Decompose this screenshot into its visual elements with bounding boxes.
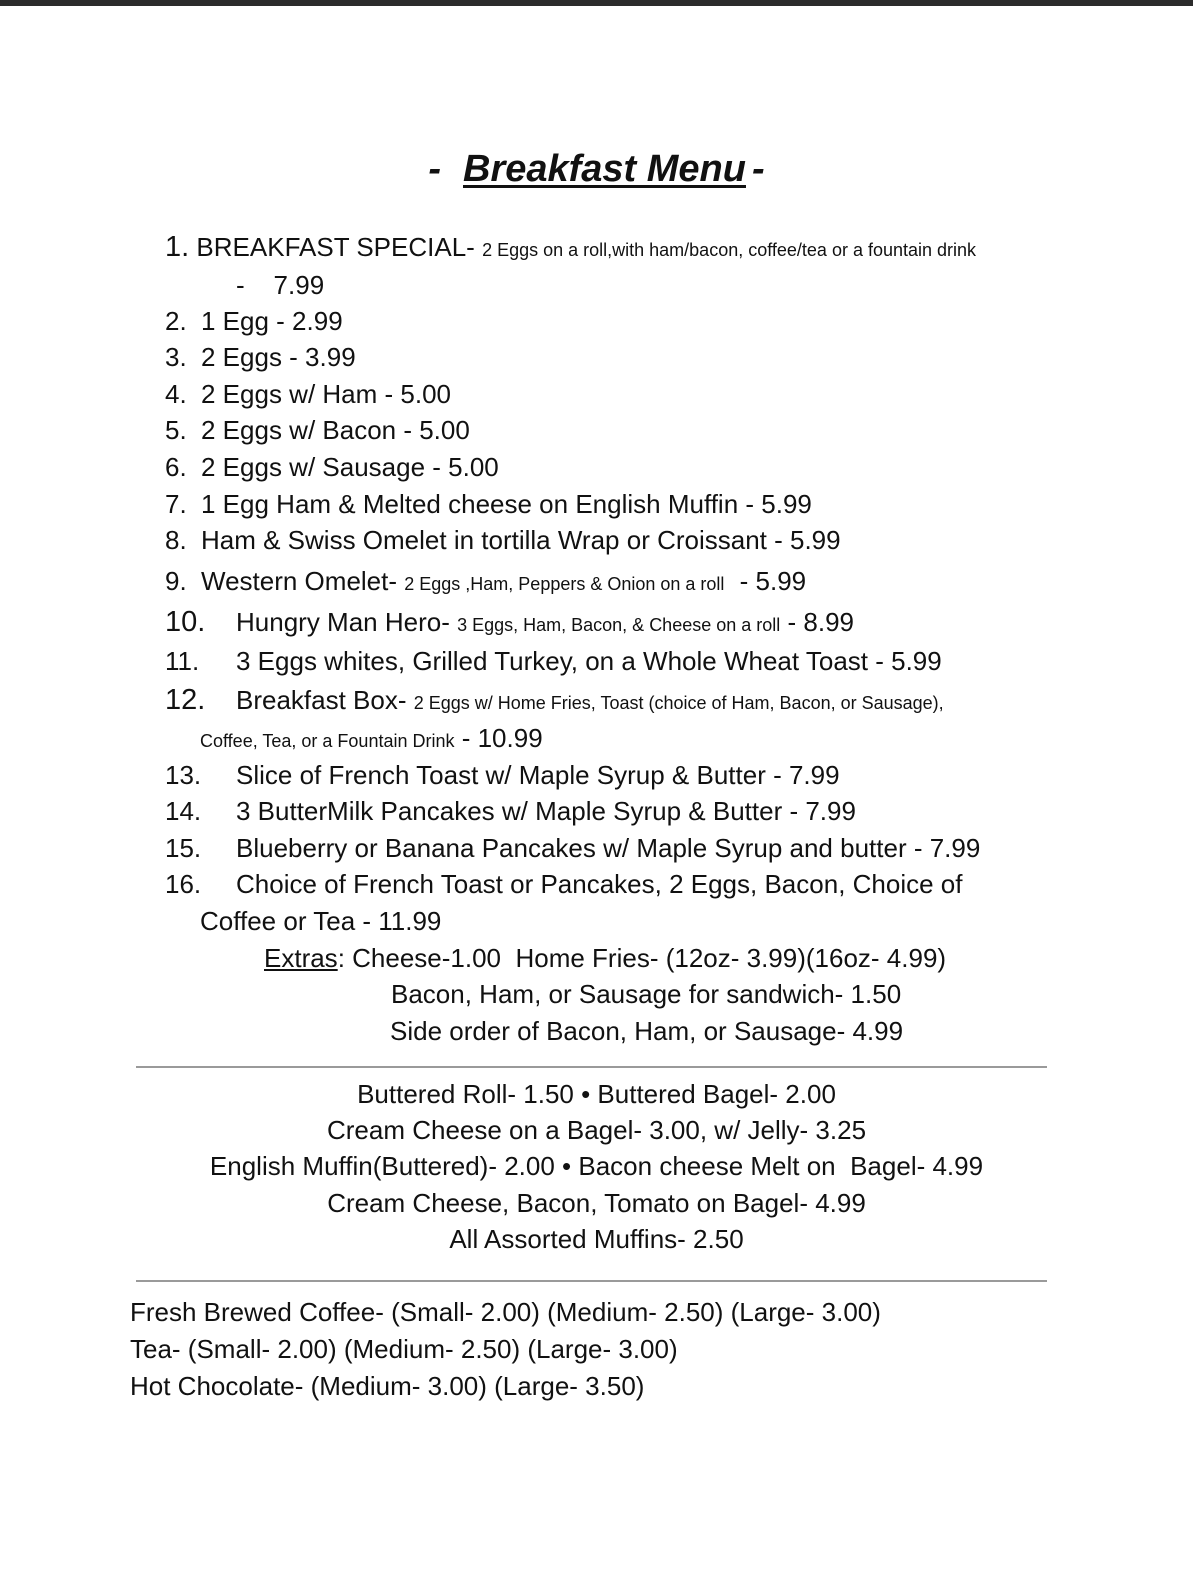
item-number: 16. [165,869,202,899]
item-name: Western Omelet- [201,566,398,596]
bakery-line: Cream Cheese on a Bagel- 3.00, w/ Jelly- 3.25 [326,1115,867,1145]
menu-item-16 [165,869,962,899]
item-number: 6. [165,452,187,482]
item-number: 4. [165,379,187,409]
item-text: 2 Eggs w/ Ham - 5.00 [201,379,451,409]
item-text: Choice of French Toast or Pancakes, 2 Eggs, Bacon, Choice of [236,869,963,899]
item-detail: 2 Eggs ,Ham, Peppers & Onion on a roll [404,574,725,594]
item-number: 13. [165,760,202,790]
menu-item-12 [165,685,944,718]
title-dash-right: - [751,148,765,190]
item-detail: 2 Eggs on a roll,with ham/bacon, coffee/tea or a fountain drink [482,240,977,260]
item-name: BREAKFAST SPECIAL- [196,232,475,262]
divider [136,1066,1047,1068]
drinks-line: Fresh Brewed Coffee- (Small- 2.00) (Medium- 2.50) (Large- 3.00) [130,1297,881,1327]
item-text: Blueberry or Banana Pancakes w/ Maple Syrup and butter - 7.99 [236,833,981,863]
menu-item-1 [165,232,976,265]
item-price: - 10.99 [461,723,543,753]
item-name: Hungry Man Hero- [236,607,450,637]
item-text: 1 Egg - 2.99 [201,306,343,336]
drinks-line: Tea- (Small- 2.00) (Medium- 2.50) (Large- 3.00) [130,1334,678,1364]
bakery-line: English Muffin(Buttered)- 2.00 • Bacon cheese Melt on Bagel- 4.99 [209,1151,984,1181]
item-text: 1 Egg Ham & Melted cheese on English Muffin - 5.99 [201,489,812,519]
bakery-line: Cream Cheese, Bacon, Tomato on Bagel- 4.99 [327,1188,866,1218]
top-border [0,0,1193,6]
drinks-line: Hot Chocolate- (Medium- 3.00) (Large- 3.50) [130,1371,645,1401]
item-text: 2 Eggs w/ Bacon - 5.00 [201,415,470,445]
menu-item-2 [165,306,343,336]
menu-item-8 [165,525,841,555]
item-number: 12. [165,684,206,716]
item-number: 10. [165,606,206,638]
item-number: 3. [165,342,187,372]
extras-line-3: Side order of Bacon, Ham, or Sausage- 4.99 [390,1016,904,1046]
menu-item-6 [165,452,499,482]
bakery-line: All Assorted Muffins- 2.50 [449,1224,744,1254]
item-price: - 5.99 [739,566,807,596]
menu-item-14 [165,796,856,826]
item-number: 11. [165,646,200,676]
item-detail-cont: Coffee, Tea, or a Fountain Drink [200,731,455,751]
menu-item-3 [165,342,356,372]
menu-item-16-cont: Coffee or Tea - 11.99 [200,906,442,936]
item-text: 3 ButterMilk Pancakes w/ Maple Syrup & Butter - 7.99 [236,796,856,826]
item-price: - 8.99 [787,607,855,637]
title-dash-left: - [428,148,441,190]
page-title [0,148,1193,191]
item-text: 3 Eggs whites, Grilled Turkey, on a Whole Wheat Toast - 5.99 [236,646,942,676]
menu-item-5 [165,415,470,445]
item-number: 2. [165,306,187,336]
item-number: 7. [165,489,187,519]
menu-item-12-cont [200,723,543,756]
extras-line-2: Bacon, Ham, or Sausage for sandwich- 1.50 [391,979,902,1009]
menu-item-11 [165,646,942,676]
item-number: 9. [165,566,187,596]
item-detail: 2 Eggs w/ Home Fries, Toast (choice of Ham, Bacon, or Sausage), [413,693,944,713]
menu-item-9 [165,566,806,599]
divider [136,1280,1047,1282]
item-text: Ham & Swiss Omelet in tortilla Wrap or Croissant - 5.99 [201,525,841,555]
item-number: 15. [165,833,202,863]
extras-line-1 [264,943,946,973]
item-number: 1. [165,231,190,263]
item-name: Breakfast Box- [236,685,407,715]
menu-item-7 [165,489,812,519]
menu-item-4 [165,379,451,409]
bakery-line: Buttered Roll- 1.50 • Buttered Bagel- 2.00 [357,1079,836,1109]
extras-label: Extras [264,943,338,973]
item-detail: 3 Eggs, Ham, Bacon, & Cheese on a roll [457,615,781,635]
item-text: 2 Eggs w/ Sausage - 5.00 [201,452,499,482]
item-number: 5. [165,415,187,445]
title-text: Breakfast Menu [463,148,746,190]
menu-item-15 [165,833,980,863]
menu-item-1-price: - 7.99 [236,270,325,300]
item-number: 8. [165,525,187,555]
item-number: 14. [165,796,202,826]
menu-item-10 [165,607,854,640]
item-text: 2 Eggs - 3.99 [201,342,356,372]
extras-text: : Cheese-1.00 Home Fries- (12oz- 3.99)(16oz- 4.99) [337,943,947,973]
menu-item-13 [165,760,840,790]
item-text: Slice of French Toast w/ Maple Syrup & Butter - 7.99 [236,760,840,790]
